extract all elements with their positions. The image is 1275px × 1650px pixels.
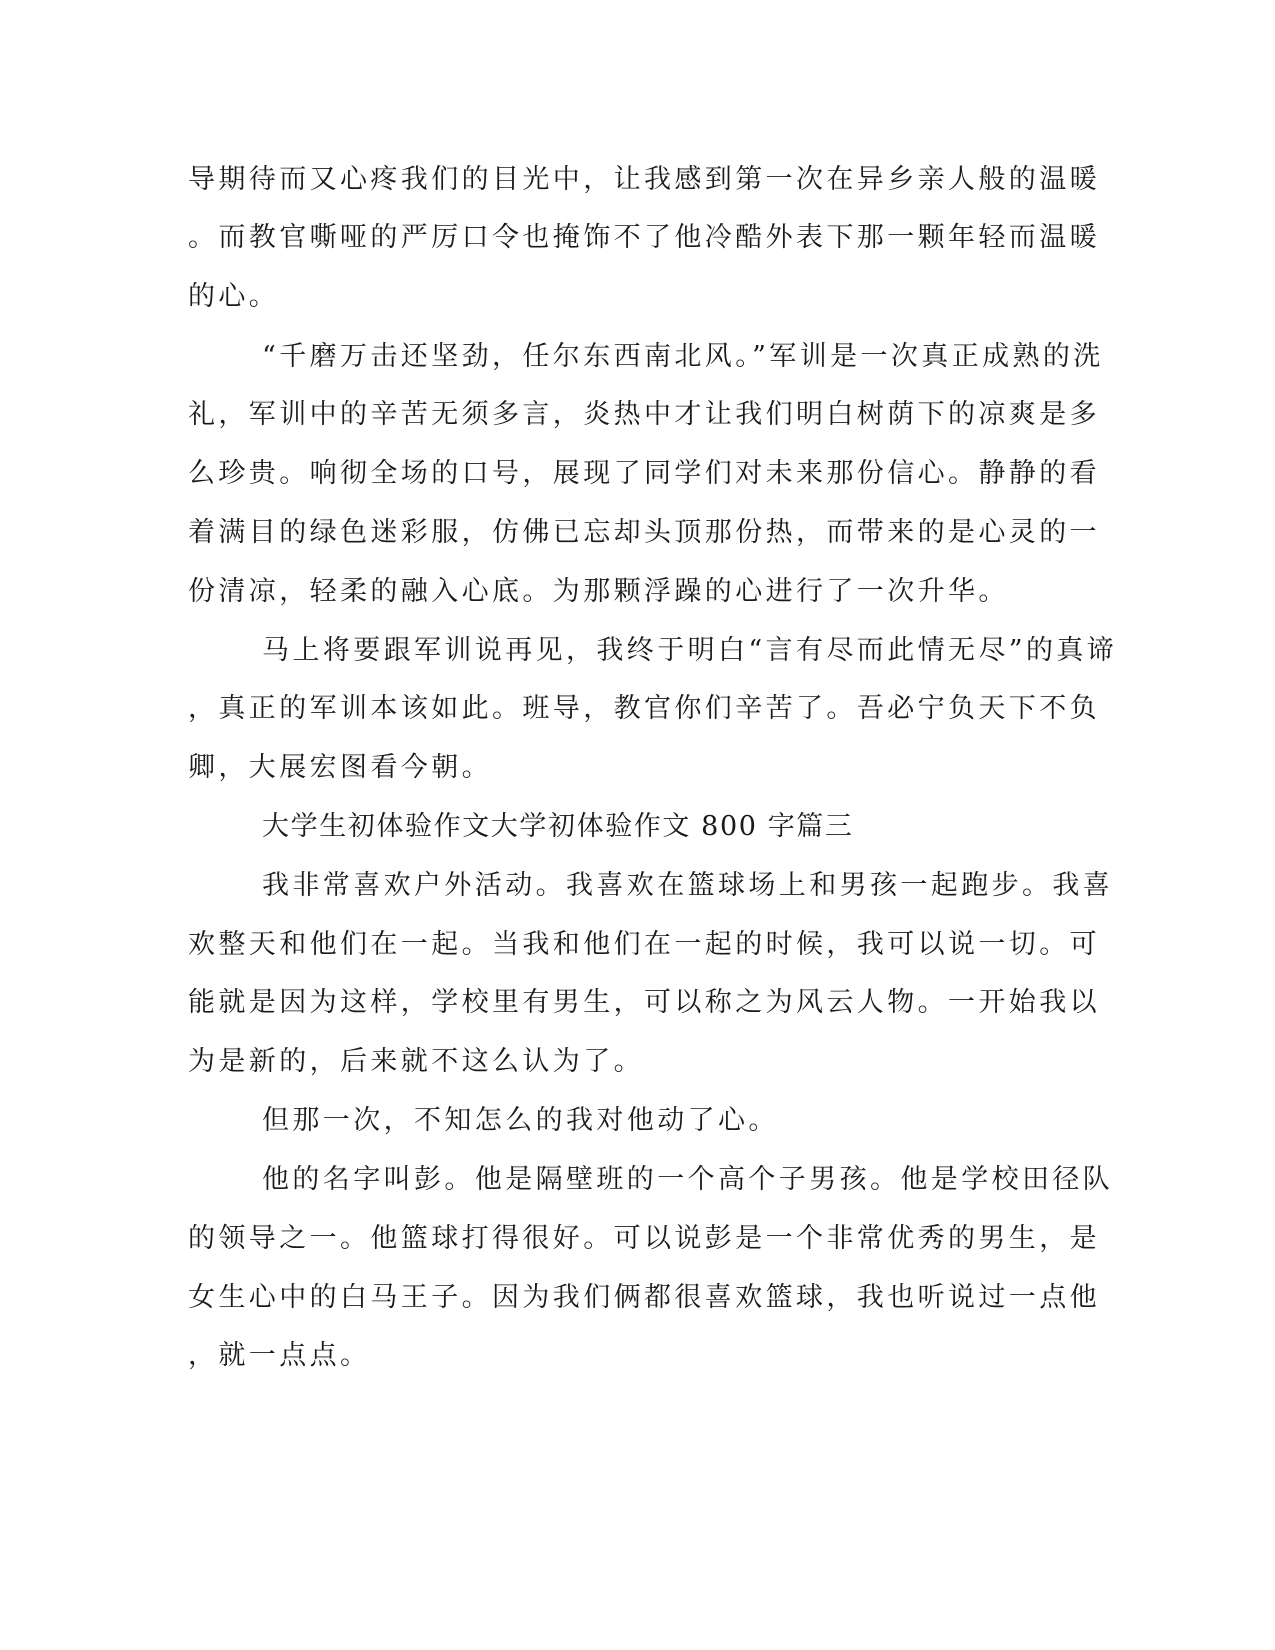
text-line: 女生心中的白马王子。因为我们俩都很喜欢篮球，我也听说过一点他 [188,1282,1100,1313]
text-line: 我非常喜欢户外活动。我喜欢在篮球场上和男孩一起跑步。我喜 [262,870,1114,901]
text-line: 礼，军训中的辛苦无须多言，炎热中才让我们明白树荫下的凉爽是多 [188,399,1100,430]
text-line: ，就一点点。 [188,1340,371,1371]
text-line: ，真正的军训本该如此。班导，教官你们辛苦了。吾必宁负天下不负 [188,693,1100,724]
text-line: 着满目的绿色迷彩服，仿佛已忘却头顶那份热，而带来的是心灵的一 [188,517,1100,548]
text-line: 但那一次，不知怎么的我对他动了心。 [262,1105,779,1136]
text-line: 能就是因为这样，学校里有男生，可以称之为风云人物。一开始我以 [188,987,1100,1018]
text-line: 份清凉，轻柔的融入心底。为那颗浮躁的心进行了一次升华。 [188,576,1009,607]
text-line: “千磨万击还坚劲，任尔东西南北风。”军训是一次真正成熟的洗 [262,341,1104,372]
text-line: 马上将要跟军训说再见，我终于明白“言有尽而此情无尽”的真谛 [262,635,1118,666]
text-line: 么珍贵。响彻全场的口号，展现了同学们对未来那份信心。静静的看 [188,458,1100,489]
text-line: 。而教官嘶哑的严厉口令也掩饰不了他冷酷外表下那一颗年轻而温暖 [188,222,1100,253]
text-line: 的心。 [188,281,280,312]
text-line: 他的名字叫彭。他是隔壁班的一个高个子男孩。他是学校田径队 [262,1164,1114,1195]
text-line: 卿，大展宏图看今朝。 [188,752,492,783]
section-heading: 大学生初体验作文大学初体验作文 800 字篇三 [262,811,854,842]
text-line: 欢整天和他们在一起。当我和他们在一起的时候，我可以说一切。可 [188,929,1100,960]
text-line: 导期待而又心疼我们的目光中，让我感到第一次在异乡亲人般的温暖 [188,164,1100,195]
text-line: 的领导之一。他篮球打得很好。可以说彭是一个非常优秀的男生，是 [188,1223,1100,1254]
text-line: 为是新的，后来就不这么认为了。 [188,1046,644,1077]
